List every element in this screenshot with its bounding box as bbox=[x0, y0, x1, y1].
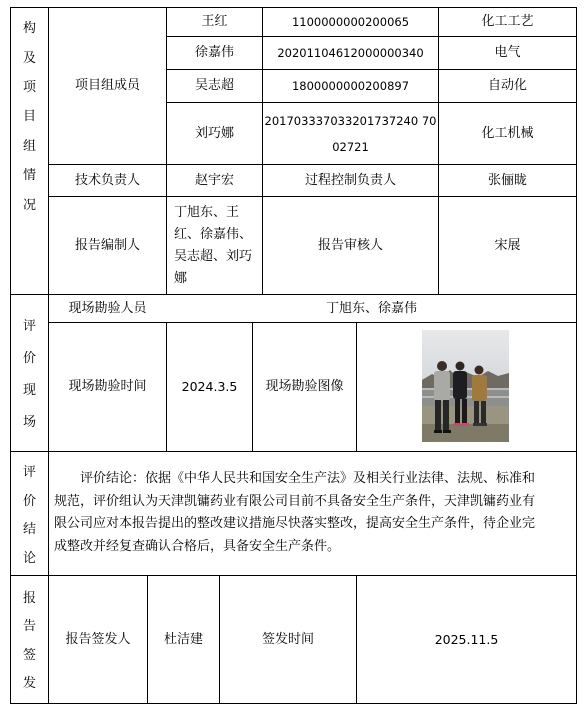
member-name: 刘巧娜 bbox=[194, 125, 234, 141]
member-specialty: 化工工艺 bbox=[481, 14, 534, 29]
members-label: 项目组成员 bbox=[74, 78, 140, 93]
member-name: 吴志超 bbox=[194, 78, 234, 93]
survey-image-label: 现场勘验图像 bbox=[265, 379, 344, 394]
section-label-signoff bbox=[11, 578, 48, 700]
compiler-line: 吴志超、刘巧 bbox=[174, 248, 253, 264]
label-char: 况 bbox=[22, 197, 36, 213]
label-char: 报 bbox=[22, 590, 36, 606]
conclusion-text bbox=[54, 468, 574, 558]
label-char: 及 bbox=[22, 50, 36, 66]
reviewer: 宋展 bbox=[494, 237, 521, 253]
label-char: 情 bbox=[22, 168, 36, 184]
survey-time-label: 现场勘验时间 bbox=[68, 379, 147, 394]
conclusion-line: 规范，评价组认为天津凯镛药业有限公司目前不具备安全生产条件，天津凯镛药业有 bbox=[54, 493, 536, 509]
process-control-lead: 张俪眬 bbox=[487, 172, 527, 188]
member-certificate: 20201104612000000340 bbox=[277, 46, 424, 60]
certificate-line: 201703337033201737240 70 bbox=[264, 113, 437, 128]
conclusion-line: 限公司应对本报告提出的整改建议措施尽快落实整改，提高安全生产条件，待企业完 bbox=[54, 516, 536, 531]
reviewer-label: 报告审核人 bbox=[317, 237, 383, 253]
label-char: 发 bbox=[22, 676, 36, 692]
compilers bbox=[167, 197, 262, 294]
issuer: 杜洁建 bbox=[163, 631, 203, 647]
label-char: 结 bbox=[22, 522, 36, 538]
tech-lead-label: 技术负责人 bbox=[74, 172, 140, 188]
compiler-label: 报告编制人 bbox=[74, 237, 140, 253]
tech-lead: 赵宇宏 bbox=[194, 172, 234, 188]
member-certificate: 1800000000200897 bbox=[291, 79, 410, 93]
label-char: 现 bbox=[22, 382, 36, 398]
member-name: 徐嘉伟 bbox=[194, 45, 234, 60]
conclusion-line: 成整改并经复查确认合格后，具备安全生产条件。 bbox=[54, 538, 341, 554]
label-char: 价 bbox=[22, 350, 36, 366]
issuer-label: 报告签发人 bbox=[65, 631, 131, 647]
label-char: 构 bbox=[22, 21, 36, 37]
certificate-line: 02721 bbox=[332, 139, 369, 154]
compiler-line: 丁旭东、王 bbox=[174, 204, 240, 220]
label-char: 场 bbox=[22, 414, 36, 430]
member-certificate: 1100000000200065 bbox=[291, 15, 410, 29]
label-char: 评 bbox=[22, 464, 36, 480]
label-char: 目 bbox=[22, 109, 36, 125]
conclusion-line: 评价结论：依据《中华人民共和国安全生产法》及相关行业法律、法规、标准和 bbox=[80, 471, 536, 486]
section-label-composition bbox=[11, 8, 48, 222]
member-specialty: 电气 bbox=[494, 45, 521, 60]
survey-time: 2024.3.5 bbox=[181, 379, 238, 394]
site-photo-image bbox=[422, 330, 509, 442]
section-label-site bbox=[11, 308, 48, 436]
site-photo bbox=[422, 330, 509, 442]
surveyors-label: 现场勘验人员 bbox=[68, 300, 147, 316]
issue-date-label: 签发时间 bbox=[261, 631, 314, 647]
label-char: 组 bbox=[22, 138, 36, 154]
process-control-label: 过程控制负责人 bbox=[304, 172, 396, 188]
label-char: 论 bbox=[22, 551, 36, 567]
label-char: 价 bbox=[22, 493, 36, 509]
issue-date: 2025.11.5 bbox=[434, 631, 499, 647]
member-specialty: 自动化 bbox=[487, 78, 527, 93]
member-specialty: 化工机械 bbox=[481, 125, 534, 141]
label-char: 评 bbox=[22, 318, 36, 334]
section-label-conclusion bbox=[11, 452, 48, 575]
label-char: 签 bbox=[22, 647, 36, 663]
compiler-line: 娜 bbox=[174, 270, 188, 286]
label-char: 项 bbox=[22, 80, 36, 96]
surveyors: 丁旭东、徐嘉伟 bbox=[325, 300, 417, 316]
member-certificate bbox=[263, 103, 438, 164]
member-name: 王红 bbox=[201, 14, 228, 29]
label-char: 告 bbox=[22, 619, 36, 635]
compiler-line: 红、徐嘉伟、 bbox=[174, 226, 253, 242]
